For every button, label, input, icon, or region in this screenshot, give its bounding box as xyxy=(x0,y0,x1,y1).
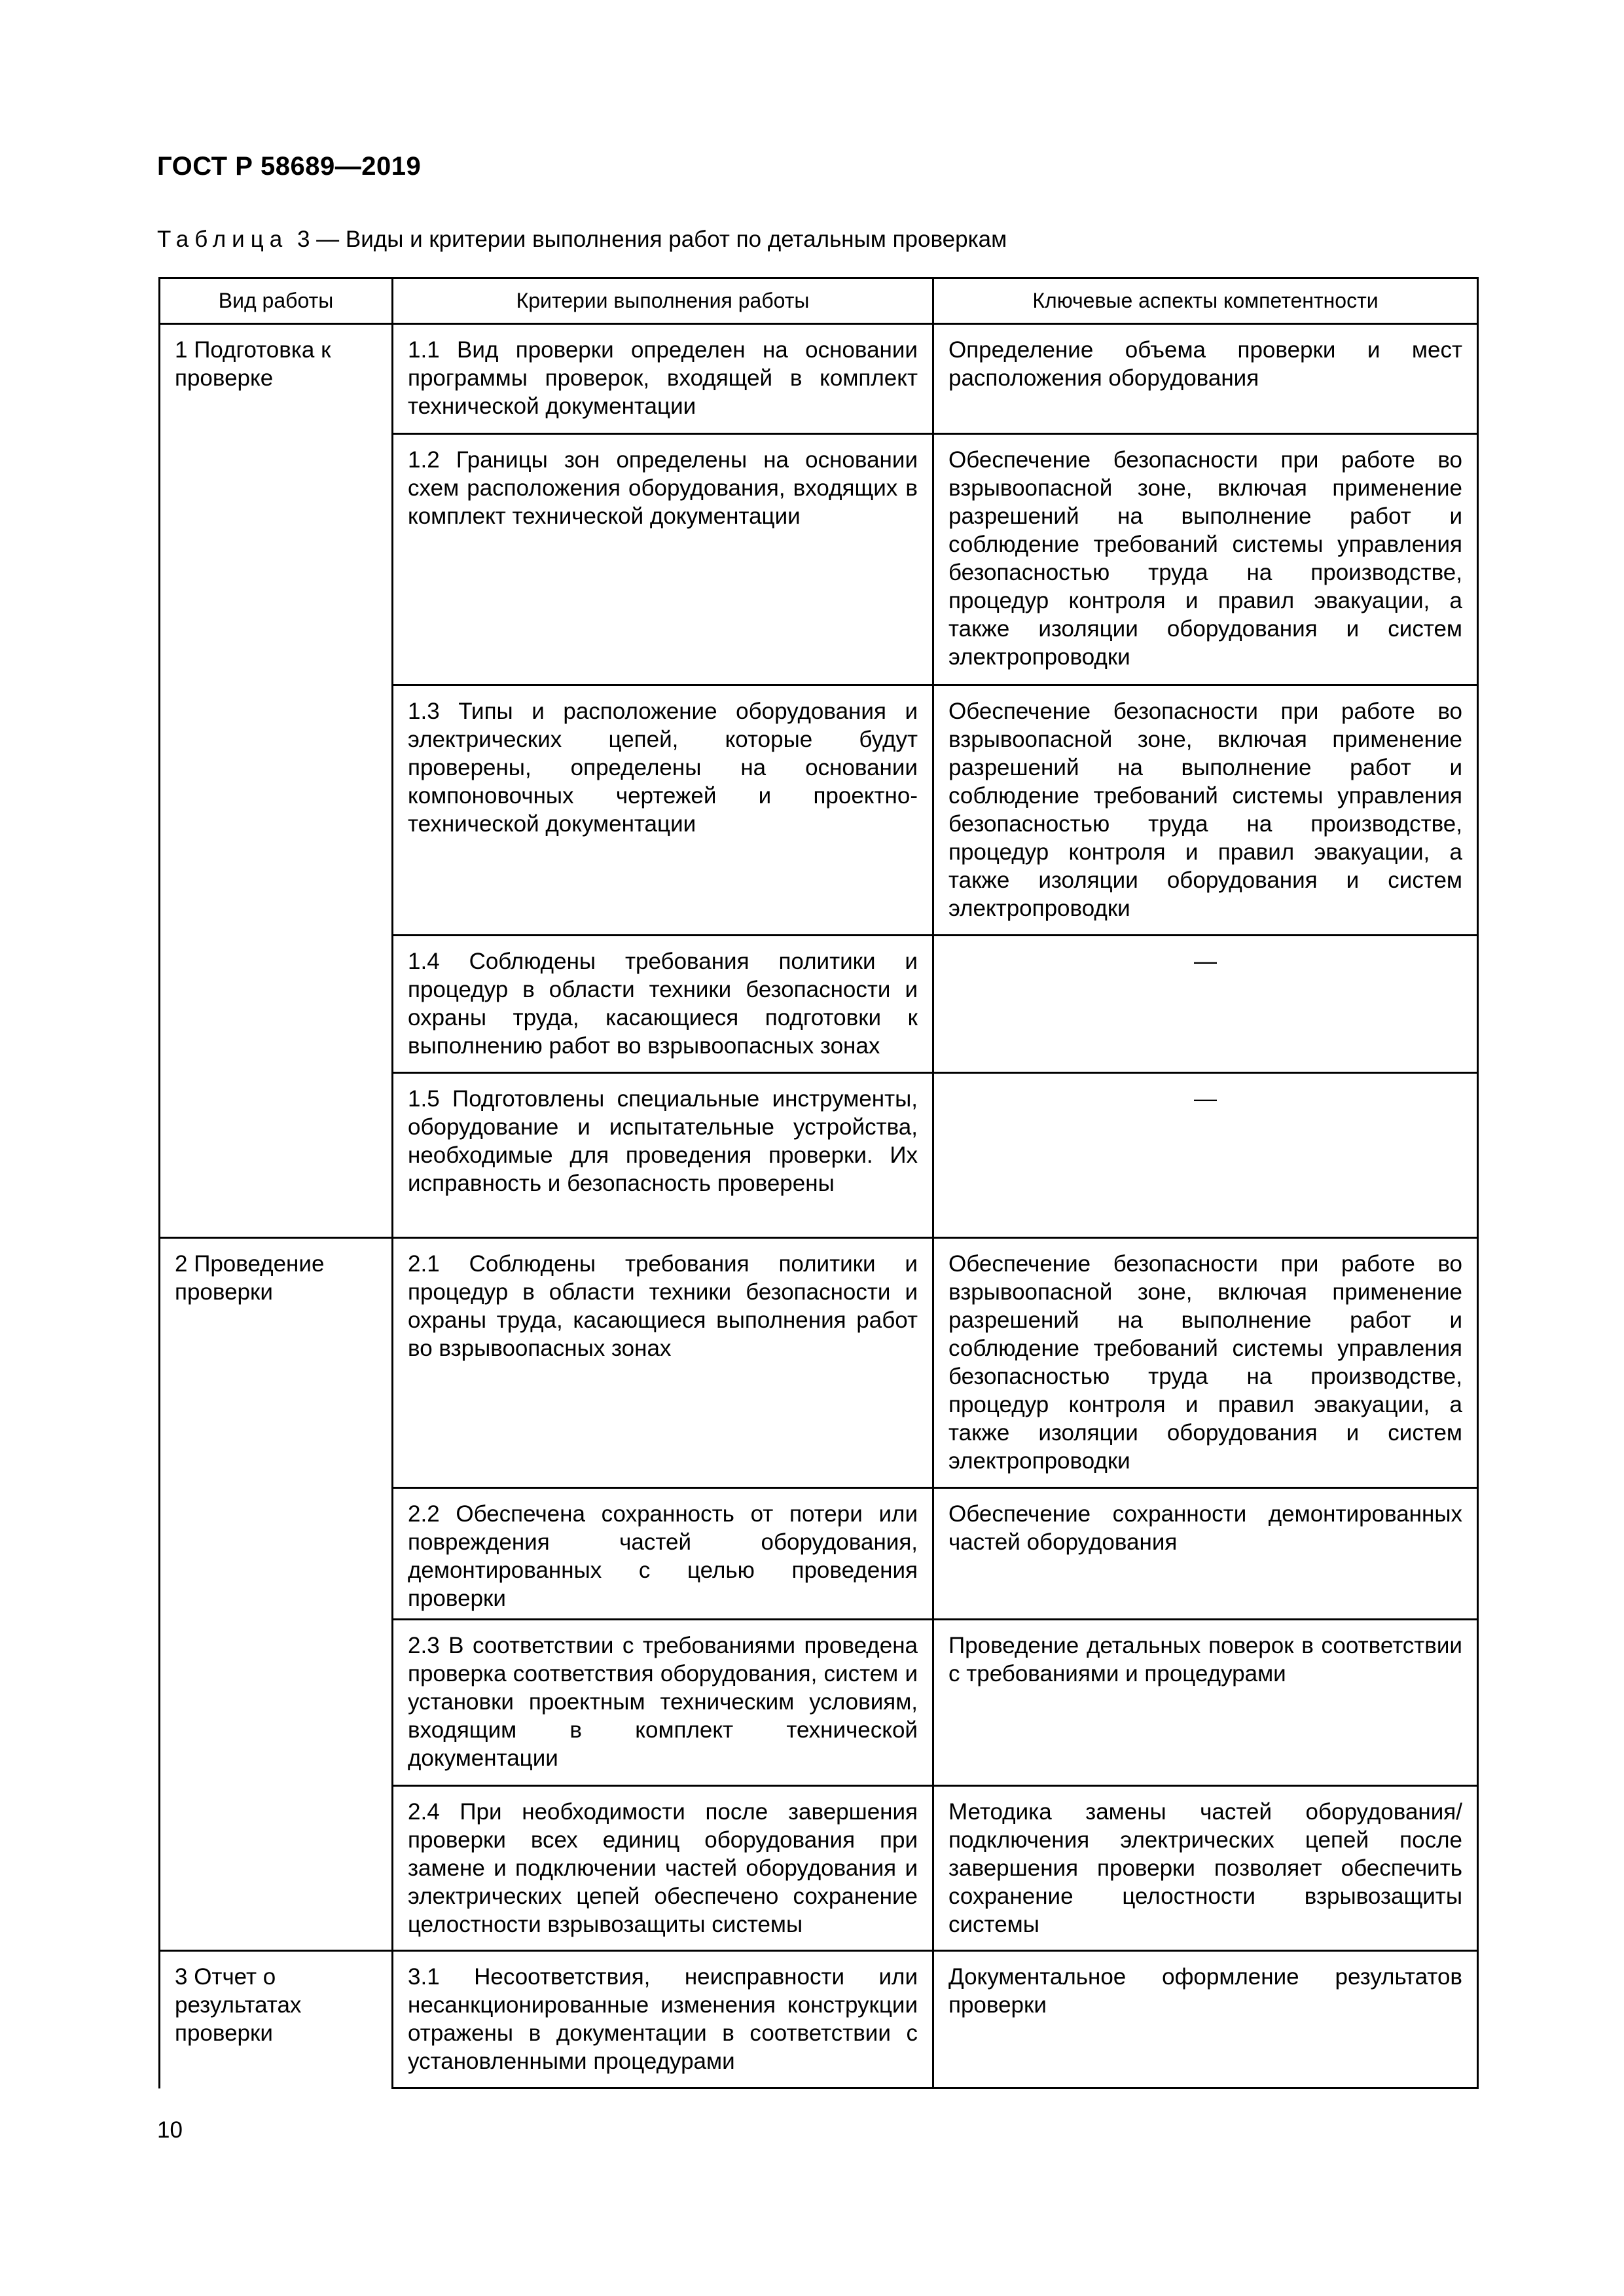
aspects-cell: Проведение детальных поверок в соответствии с требованиями и процедурами xyxy=(933,1620,1478,1786)
document-header: ГОСТ Р 58689—2019 xyxy=(157,152,422,181)
criteria-cell: 2.4 При необходимости после завершения проверки всех единиц оборудования при замене и подключении частей оборудования и электрических цепей обеспечено сохранение целостности взрывозащиты системы xyxy=(393,1786,933,1951)
table-row xyxy=(160,1238,1478,1488)
aspects-cell: Обеспечение безопасности при работе во взрывоопасной зоне, включая применение разрешений на выполнение работ и соблюдение требований системы управления безопасностью труда на производстве, процедур контроля и правил эвакуации, а также изоляции оборудования и систем электропроводки xyxy=(933,1238,1478,1488)
aspects-cell: — xyxy=(933,936,1478,1073)
column-header-aspects: Ключевые аспекты компетентности xyxy=(933,278,1478,324)
table-caption-text: 3 — Виды и критерии выполнения работ по детальным проверкам xyxy=(297,227,1007,252)
criteria-cell: 1.2 Границы зон определены на основании схем расположения оборудования, входящих в комплект технической документации xyxy=(393,434,933,685)
table-header-row xyxy=(160,278,1478,324)
criteria-cell: 3.1 Несоответствия, неисправности или несанкционированные изменения конструкции отражены в документации в соответствии с установленными процедурами xyxy=(393,1951,933,2088)
table-row xyxy=(160,324,1478,434)
aspects-cell: Методика замены частей оборудования/подключения электрических цепей после завершения проверки позволяет обеспечить сохранение целостности взрывозащиты системы xyxy=(933,1786,1478,1951)
criteria-cell: 2.3 В соответствии с требованиями проведена проверка соответствия оборудования, систем и установки проектным техническим условиям, входящим в комплект технической документации xyxy=(393,1620,933,1786)
table-row xyxy=(160,1951,1478,2088)
criteria-cell: 1.1 Вид проверки определен на основании программы проверок, входящей в комплект технической документации xyxy=(393,324,933,434)
aspects-cell: Обеспечение сохранности демонтированных частей оборудования xyxy=(933,1488,1478,1620)
aspects-cell: — xyxy=(933,1073,1478,1238)
inspection-criteria-table xyxy=(158,277,1479,2089)
column-header-work-type: Вид работы xyxy=(160,278,393,324)
page-number: 10 xyxy=(157,2117,183,2143)
criteria-cell: 2.1 Соблюдены требования политики и процедур в области техники безопасности и охраны труда, касающиеся выполнения работ во взрывоопасных зонах xyxy=(393,1238,933,1488)
work-type-cell: 2 Проведение проверки xyxy=(160,1238,393,1951)
column-header-criteria: Критерии выполнения работы xyxy=(393,278,933,324)
work-type-cell: 1 Подготовка к проверке xyxy=(160,324,393,1238)
criteria-cell: 1.4 Соблюдены требования политики и процедур в области техники безопасности и охраны труда, касающиеся подготовки к выполнению работ во взрывоопасных зонах xyxy=(393,936,933,1073)
aspects-cell: Определение объема проверки и мест расположения оборудования xyxy=(933,324,1478,434)
table-caption xyxy=(157,227,1007,253)
aspects-cell: Обеспечение безопасности при работе во взрывоопасной зоне, включая применение разрешений на выполнение работ и соблюдение требований системы управления безопасностью труда на производстве, процедур контроля и правил эвакуации, а также изоляции оборудования и систем электропроводки xyxy=(933,434,1478,685)
table-caption-label: Таблица xyxy=(157,227,289,252)
aspects-cell: Документальное оформление результатов проверки xyxy=(933,1951,1478,2088)
criteria-cell: 2.2 Обеспечена сохранность от потери или повреждения частей оборудования, демонтированных с целью проведения проверки xyxy=(393,1488,933,1620)
criteria-cell: 1.3 Типы и расположение оборудования и электрических цепей, которые будут проверены, определены на основании компоновочных чертежей и проектно-технической документации xyxy=(393,685,933,936)
work-type-cell: 3 Отчет о результатах проверки xyxy=(160,1951,393,2088)
criteria-cell: 1.5 Подготовлены специальные инструменты, оборудование и испытательные устройства, необходимые для проведения проверки. Их исправность и безопасность проверены xyxy=(393,1073,933,1238)
aspects-cell: Обеспечение безопасности при работе во взрывоопасной зоне, включая применение разрешений на выполнение работ и соблюдение требований системы управления безопасностью труда на производстве, процедур контроля и правил эвакуации, а также изоляции оборудования и систем электропроводки xyxy=(933,685,1478,936)
